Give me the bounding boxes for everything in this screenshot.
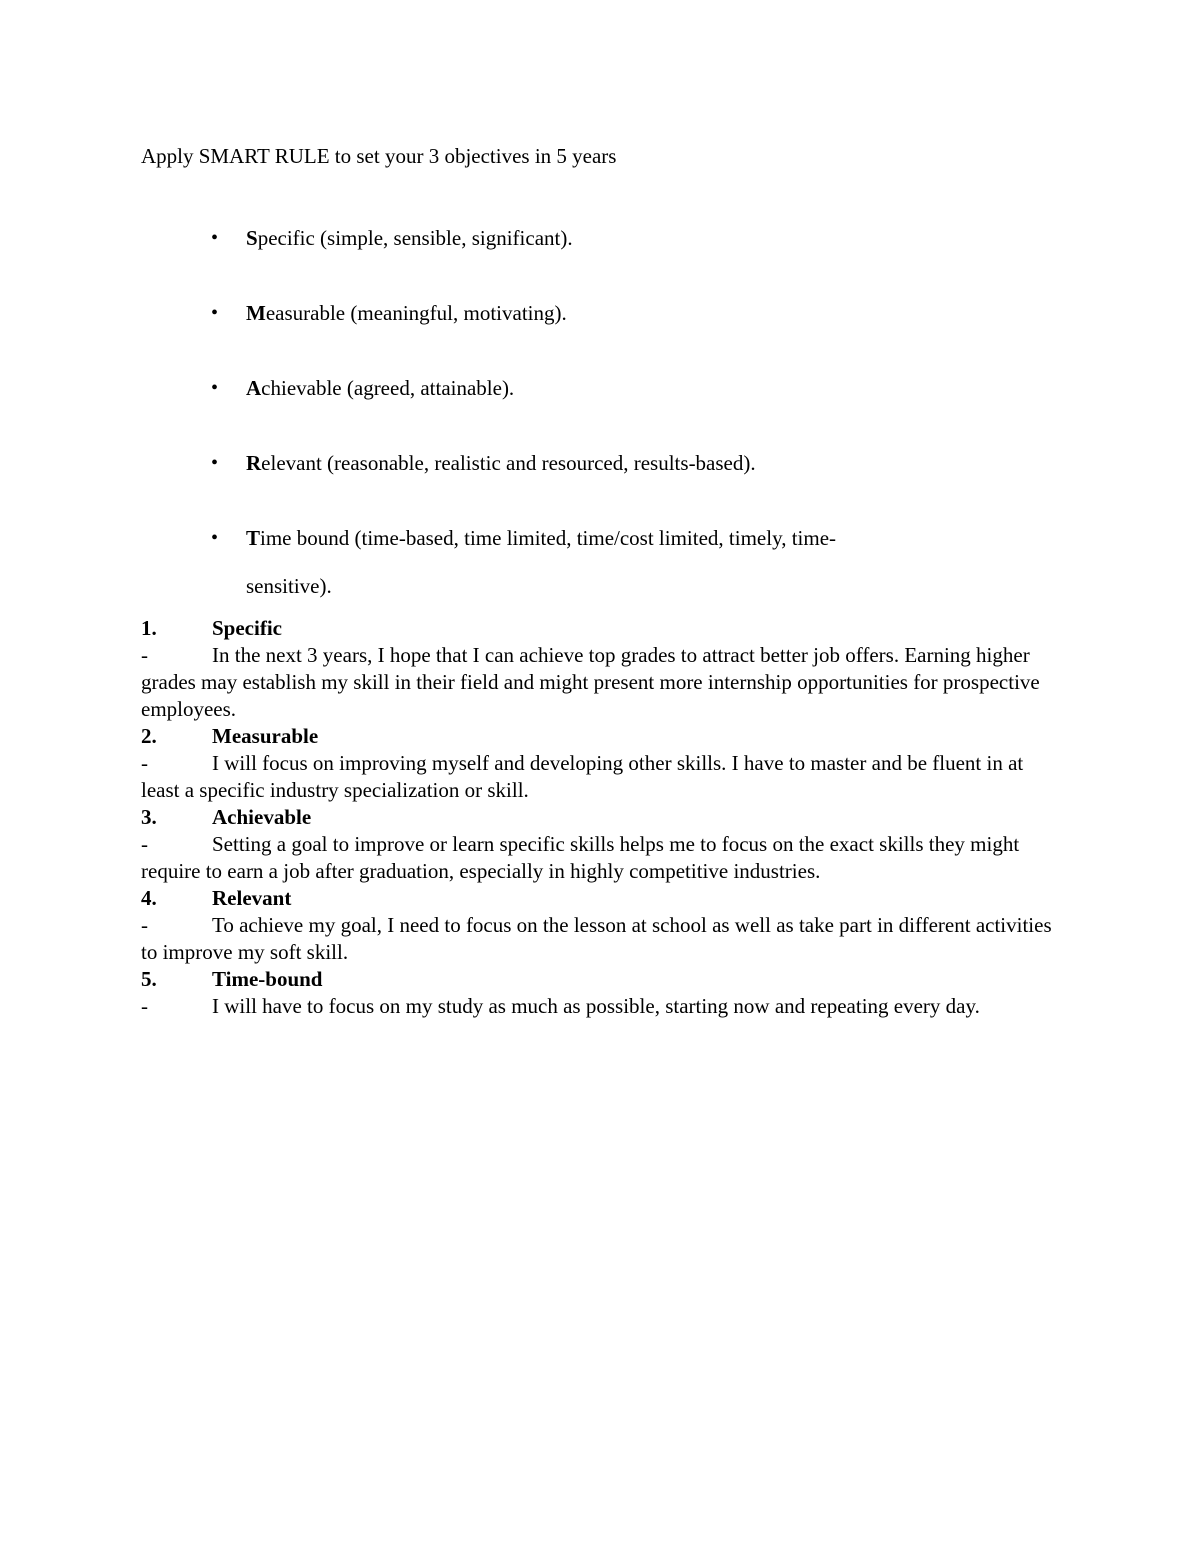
objective-heading [141, 966, 1066, 993]
bullet-icon: • [211, 452, 219, 474]
objective-heading-label: Achievable [212, 805, 312, 829]
objective-text: I will have to focus on my study as much as possible, starting now and repeating every day. [212, 994, 980, 1018]
bullet-icon: • [211, 227, 219, 249]
objective-body [141, 912, 1066, 966]
objective-relevant [141, 885, 1066, 966]
smart-item-initial: S [246, 226, 258, 250]
objective-body [141, 993, 1066, 1020]
bullet-icon: • [211, 527, 219, 549]
dash-marker: - [141, 832, 148, 856]
smart-item-achievable [141, 364, 1021, 412]
smart-item-measurable [141, 289, 1021, 337]
smart-item-initial: R [246, 451, 262, 475]
dash-marker: - [141, 913, 148, 937]
objective-text: I will focus on improving myself and developing other skills. I have to master and be fluent in at least a specific industry specialization or skill. [141, 751, 1024, 802]
objective-heading [141, 615, 1066, 642]
smart-item-time-bound [141, 514, 1021, 610]
smart-item-initial: A [246, 376, 262, 400]
objective-text: Setting a goal to improve or learn specific skills helps me to focus on the exact skills they might require to earn a job after graduation, especially in highly competitive industries. [141, 832, 1020, 883]
objective-text: To achieve my goal, I need to focus on the lesson at school as well as take part in different activities to improve my soft skill. [141, 913, 1052, 964]
objective-heading-label: Specific [212, 616, 282, 640]
bullet-icon: • [211, 377, 219, 399]
dash-marker: - [141, 751, 148, 775]
smart-item-text: chievable (agreed, attainable). [261, 376, 515, 400]
smart-item-specific [141, 214, 1021, 262]
dash-marker: - [141, 994, 148, 1018]
smart-criteria-list [141, 214, 1021, 637]
objective-body [141, 750, 1066, 804]
objective-number: 1. [141, 616, 157, 640]
smart-item-initial: T [246, 526, 261, 550]
objective-number: 3. [141, 805, 157, 829]
objective-heading [141, 885, 1066, 912]
objective-text: In the next 3 years, I hope that I can achieve top grades to attract better job offers. Earning higher grades may establish my skill in their field and might present more internship opportunities for prospective employees. [141, 643, 1040, 721]
smart-item-initial: M [246, 301, 266, 325]
smart-item-relevant [141, 439, 1021, 487]
dash-marker: - [141, 643, 148, 667]
smart-item-continuation: sensitive). [246, 574, 332, 598]
objective-heading [141, 723, 1066, 750]
objective-number: 2. [141, 724, 157, 748]
smart-item-text: pecific (simple, sensible, significant). [257, 226, 573, 250]
smart-item-text: easurable (meaningful, motivating). [265, 301, 567, 325]
objective-achievable [141, 804, 1066, 885]
objective-heading-label: Measurable [212, 724, 319, 748]
objective-heading-label: Relevant [212, 886, 292, 910]
document-title: Apply SMART RULE to set your 3 objectives in 5 years [141, 144, 617, 168]
objective-number: 4. [141, 886, 157, 910]
objective-heading [141, 804, 1066, 831]
objective-body [141, 831, 1066, 885]
objective-number: 5. [141, 967, 157, 991]
objectives-section [141, 615, 1066, 1020]
objective-heading-label: Time-bound [212, 967, 323, 991]
smart-item-text: ime bound (time-based, time limited, time/cost limited, timely, time- [260, 526, 837, 550]
bullet-icon: • [211, 302, 219, 324]
objective-body [141, 642, 1066, 723]
objective-measurable [141, 723, 1066, 804]
smart-item-text: elevant (reasonable, realistic and resourced, results-based). [261, 451, 756, 475]
objective-time-bound [141, 966, 1066, 1020]
objective-specific [141, 615, 1066, 723]
